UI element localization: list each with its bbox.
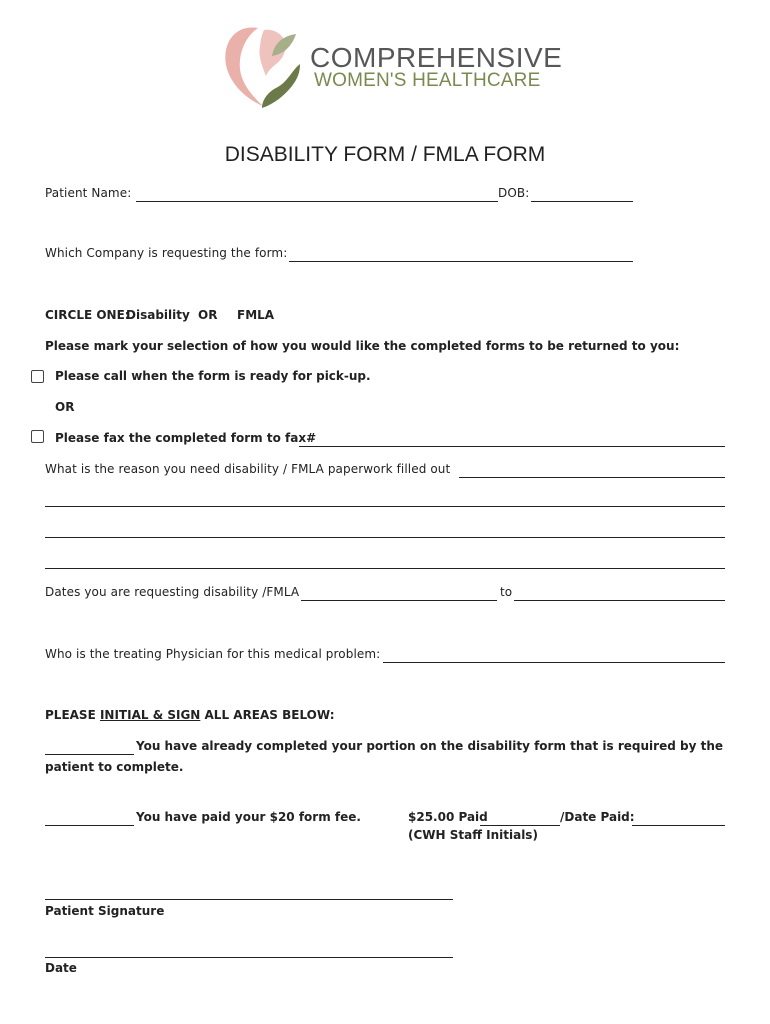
sign-heading-prefix: PLEASE bbox=[45, 708, 100, 722]
or-label: OR bbox=[55, 400, 75, 414]
logo bbox=[218, 20, 563, 110]
call-option-label: Please call when the form is ready for pick-up. bbox=[55, 369, 371, 383]
portion-text-line-2: patient to complete. bbox=[45, 760, 184, 774]
date-field[interactable] bbox=[45, 942, 453, 958]
dates-to-label: to bbox=[500, 585, 513, 599]
circle-one-label: CIRCLE ONE: bbox=[45, 308, 130, 322]
physician-field[interactable] bbox=[383, 647, 725, 663]
patient-name-field[interactable] bbox=[136, 186, 498, 202]
fax-number-field[interactable] bbox=[299, 431, 725, 447]
logo-mark-icon bbox=[218, 20, 303, 110]
return-instruction: Please mark your selection of how you would like the completed forms to be returned to you: bbox=[45, 339, 680, 353]
fax-checkbox[interactable] bbox=[31, 430, 44, 443]
circle-option-fmla[interactable]: FMLA bbox=[237, 308, 275, 322]
company-field[interactable] bbox=[289, 246, 633, 262]
reason-field-4[interactable] bbox=[45, 553, 725, 569]
patient-signature-field[interactable] bbox=[45, 884, 453, 900]
form-title: DISABILITY FORM / FMLA FORM bbox=[224, 143, 546, 166]
patient-name-label: Patient Name: bbox=[45, 186, 132, 200]
date-paid-label: /Date Paid: bbox=[560, 810, 635, 824]
sign-heading-suffix: ALL AREAS BELOW: bbox=[200, 708, 335, 722]
dob-field[interactable] bbox=[531, 186, 633, 202]
date-to-field[interactable] bbox=[514, 585, 725, 601]
logo-text-womens-healthcare: WOMEN'S HEALTHCARE bbox=[314, 70, 541, 91]
dob-label: DOB: bbox=[498, 186, 530, 200]
staff-initials-label: (CWH Staff Initials) bbox=[408, 828, 538, 842]
reason-field-3[interactable] bbox=[45, 522, 725, 538]
paid-label: $25.00 Paid bbox=[408, 810, 488, 824]
portion-text-line-1: You have already completed your portion on the disability form that is required by the bbox=[136, 739, 723, 753]
reason-field-1[interactable] bbox=[459, 462, 725, 478]
fee-text: You have paid your $20 form fee. bbox=[136, 810, 361, 824]
circle-or-label: OR bbox=[198, 308, 218, 322]
date-from-field[interactable] bbox=[301, 585, 497, 601]
fax-option-label: Please fax the completed form to fax# bbox=[55, 431, 317, 445]
company-label: Which Company is requesting the form: bbox=[45, 246, 288, 260]
date-label: Date bbox=[45, 961, 77, 975]
portion-initial-field[interactable] bbox=[45, 739, 134, 755]
reason-label: What is the reason you need disability / FMLA paperwork filled out bbox=[45, 462, 451, 476]
paid-initials-field[interactable] bbox=[480, 810, 560, 826]
patient-signature-label: Patient Signature bbox=[45, 904, 165, 918]
call-checkbox[interactable] bbox=[31, 370, 44, 383]
fee-initial-field[interactable] bbox=[45, 810, 134, 826]
sign-heading-underlined: INITIAL & SIGN bbox=[99, 708, 201, 722]
sign-heading bbox=[45, 708, 335, 722]
logo-text-comprehensive: COMPREHENSIVE bbox=[310, 42, 563, 73]
reason-field-2[interactable] bbox=[45, 491, 725, 507]
dates-label: Dates you are requesting disability /FMLA bbox=[45, 585, 300, 599]
physician-label: Who is the treating Physician for this medical problem: bbox=[45, 647, 381, 661]
date-paid-field[interactable] bbox=[632, 810, 725, 826]
circle-option-disability[interactable]: Disability bbox=[126, 308, 190, 322]
